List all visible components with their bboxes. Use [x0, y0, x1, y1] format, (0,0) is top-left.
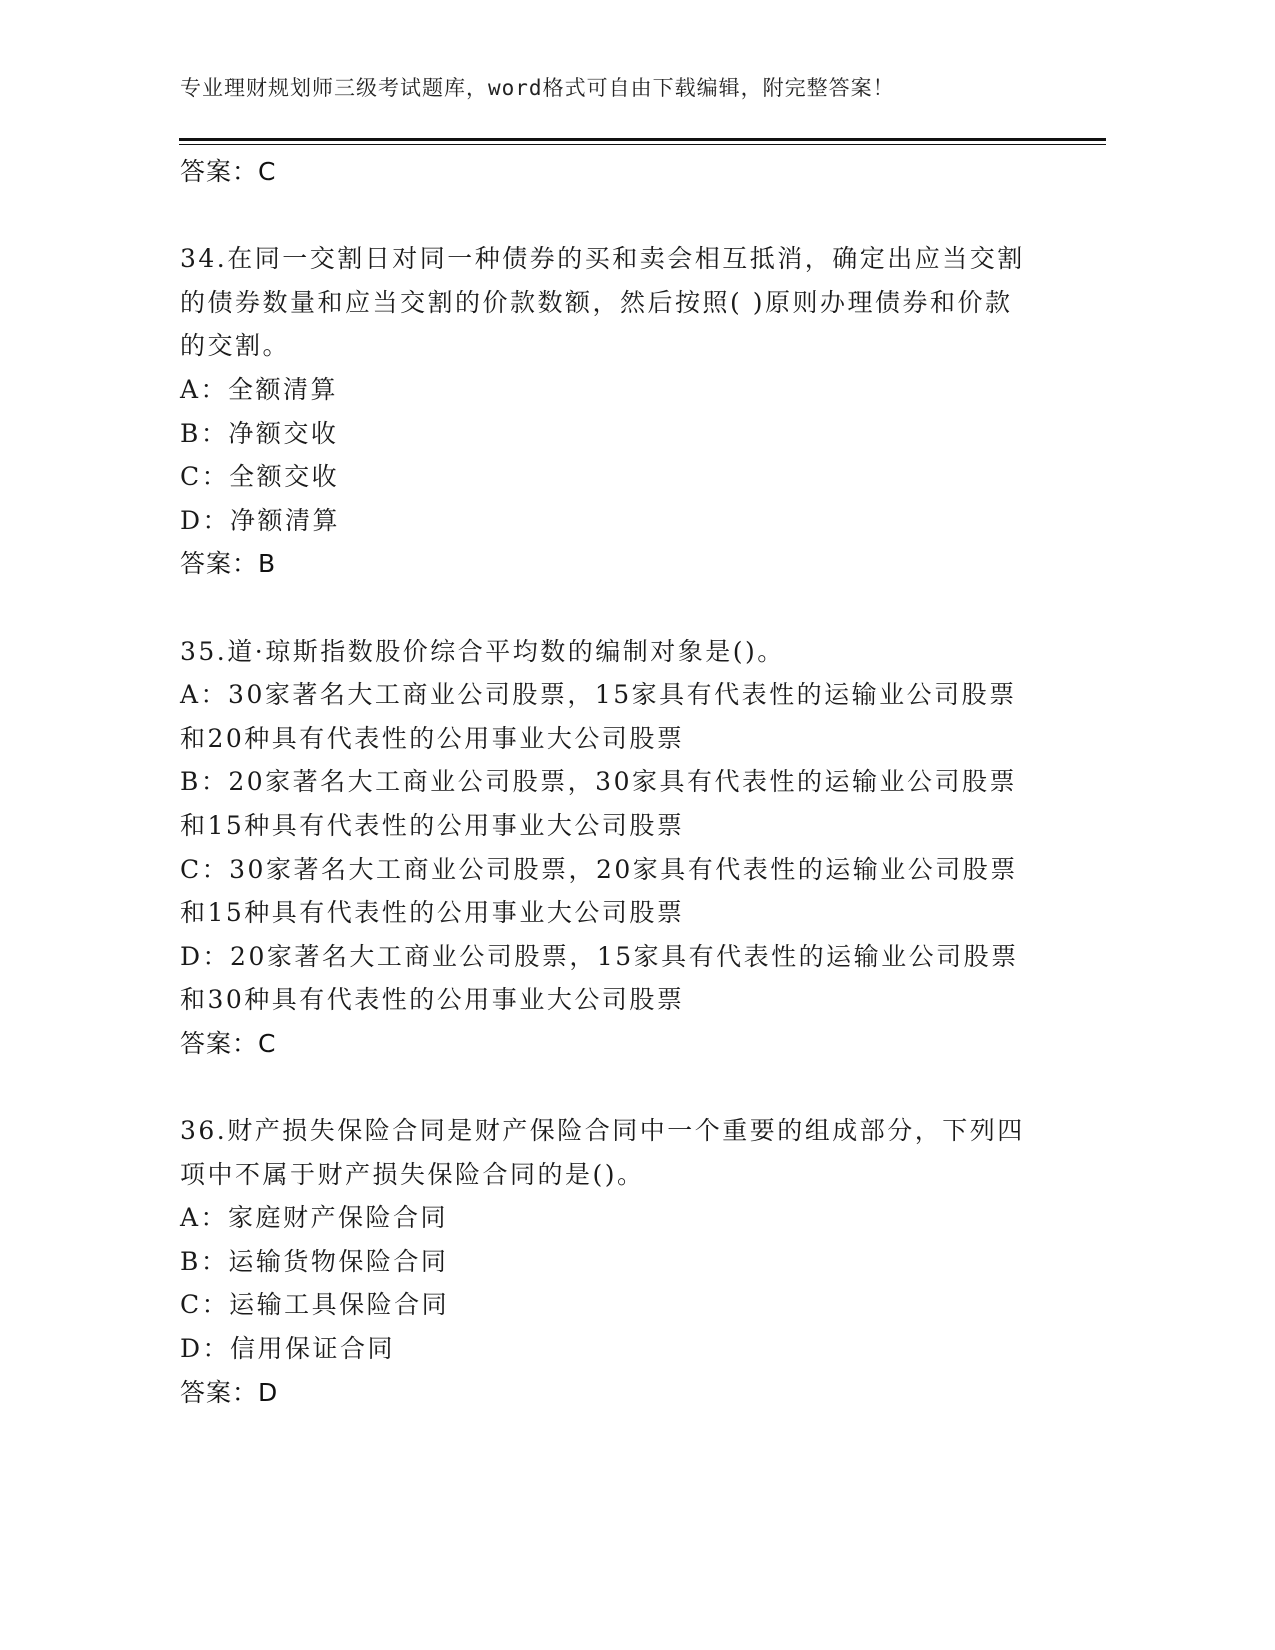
option-d: D：20家著名大工商业公司股票，15家具有代表性的运输业公司股票: [180, 941, 1019, 971]
question-stem-line: 34.在同一交割日对同一种债券的买和卖会相互抵消，确定出应当交割: [180, 244, 1025, 274]
option-c: C：运输工具保险合同: [180, 1290, 450, 1320]
header-rule-thin: [179, 144, 1106, 145]
option-c: C：全额交收: [180, 462, 340, 492]
option-a: A：30家著名大工商业公司股票，15家具有代表性的运输业公司股票: [180, 680, 1017, 710]
option-c-continued: 和15种具有代表性的公用事业大公司股票: [180, 898, 685, 928]
question-35: [180, 630, 1040, 1066]
question-content: [180, 150, 1040, 1414]
option-a: A：全额清算: [180, 374, 339, 404]
option-d-continued: 和30种具有代表性的公用事业大公司股票: [180, 985, 685, 1015]
option-b-continued: 和15种具有代表性的公用事业大公司股票: [180, 810, 685, 840]
option-d: D：净额清算: [180, 505, 341, 535]
option-b: B：20家著名大工商业公司股票，30家具有代表性的运输业公司股票: [180, 767, 1017, 797]
question-stem-line: 36.财产损失保险合同是财产保险合同中一个重要的组成部分，下列四: [180, 1116, 1025, 1146]
option-b: B：运输货物保险合同: [180, 1246, 449, 1276]
previous-answer: 答案：C: [180, 157, 277, 186]
option-a-continued: 和20种具有代表性的公用事业大公司股票: [180, 723, 685, 753]
answer: 答案：B: [180, 549, 277, 579]
question-34: [180, 237, 1040, 586]
question-stem-line: 项中不属于财产损失保险合同的是()。: [180, 1159, 645, 1189]
answer: 答案：C: [180, 1028, 277, 1058]
question-stem-line: 35.道·琼斯指数股价综合平均数的编制对象是()。: [180, 636, 785, 666]
option-c: C：30家著名大工商业公司股票，20家具有代表性的运输业公司股票: [180, 854, 1018, 884]
question-36: [180, 1109, 1040, 1414]
page-header: 专业理财规划师三级考试题库，word格式可自由下载编辑，附完整答案！: [180, 76, 895, 100]
option-b: B：净额交收: [180, 418, 339, 448]
answer: 答案：D: [180, 1377, 279, 1407]
header-rule-thick: [179, 138, 1106, 141]
question-stem-line: 的债券数量和应当交割的价款数额，然后按照( )原则办理债券和价款: [180, 287, 1013, 317]
option-a: A：家庭财产保险合同: [180, 1203, 449, 1233]
option-d: D：信用保证合同: [180, 1334, 396, 1364]
question-stem-line: 的交割。: [180, 331, 291, 361]
